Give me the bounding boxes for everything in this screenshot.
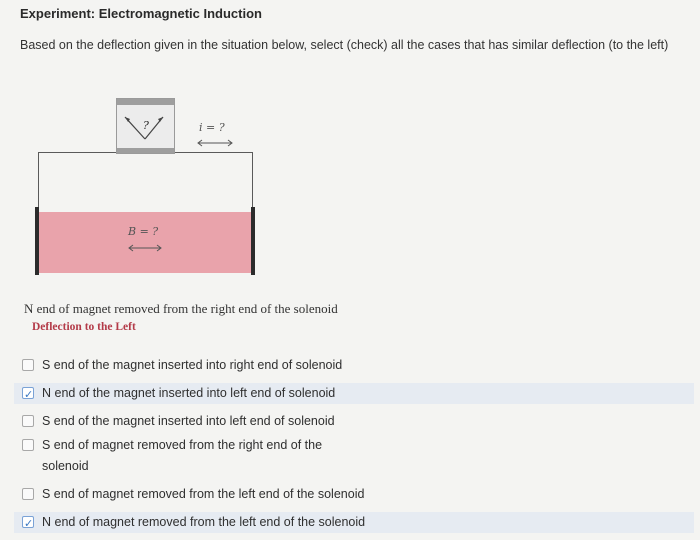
page-title: Experiment: Electromagnetic Induction [20,6,262,21]
checkbox[interactable] [22,387,34,399]
current-label: i = ? [199,121,225,134]
checkbox[interactable] [22,359,34,371]
option-label: S end of the magnet inserted into right end of solenoid [42,358,343,372]
wire-right-top [175,152,253,153]
situation-text: N end of magnet removed from the right end of the solenoid [24,301,338,316]
option-label: S end of magnet removed from the right end of the solenoid [42,438,323,473]
checkbox[interactable] [22,516,34,528]
option-3[interactable] [14,411,694,432]
galvanometer-face [117,105,174,148]
field-double-arrow-icon [126,243,164,253]
checkmark-icon: ✓ [24,518,34,530]
galvanometer [116,98,175,154]
wire-left-vertical [38,152,39,212]
checkbox[interactable] [22,439,34,451]
solenoid-left-end [35,207,39,275]
option-6[interactable] [14,512,694,533]
wire-left-top [38,152,116,153]
option-2[interactable] [14,383,694,404]
checkmark-icon: ✓ [24,389,34,401]
option-1[interactable] [14,355,694,376]
deflection-result: Deflection to the Left [32,321,136,333]
checkbox[interactable] [22,415,34,427]
solenoid-right-end [251,207,255,275]
double-arrow-icon [195,138,235,148]
option-label: N end of the magnet inserted into left end of solenoid [42,386,336,400]
question-prompt: Based on the deflection given in the situation below, select (check) all the cases that has similar deflection (to the left) [20,38,669,52]
wire-right-vertical [252,152,253,212]
option-label: S end of magnet removed from the left end of the solenoid [42,487,365,501]
galvanometer-reading: ? [143,119,149,132]
option-label: N end of magnet removed from the left end of the solenoid [42,515,366,529]
option-label: S end of the magnet inserted into left end of solenoid [42,414,335,428]
galvanometer-bottom-bar [117,148,174,153]
option-4[interactable] [14,435,354,477]
checkbox[interactable] [22,488,34,500]
option-5[interactable] [14,484,694,505]
situation-description [24,300,384,336]
field-label: B = ? [128,225,159,238]
